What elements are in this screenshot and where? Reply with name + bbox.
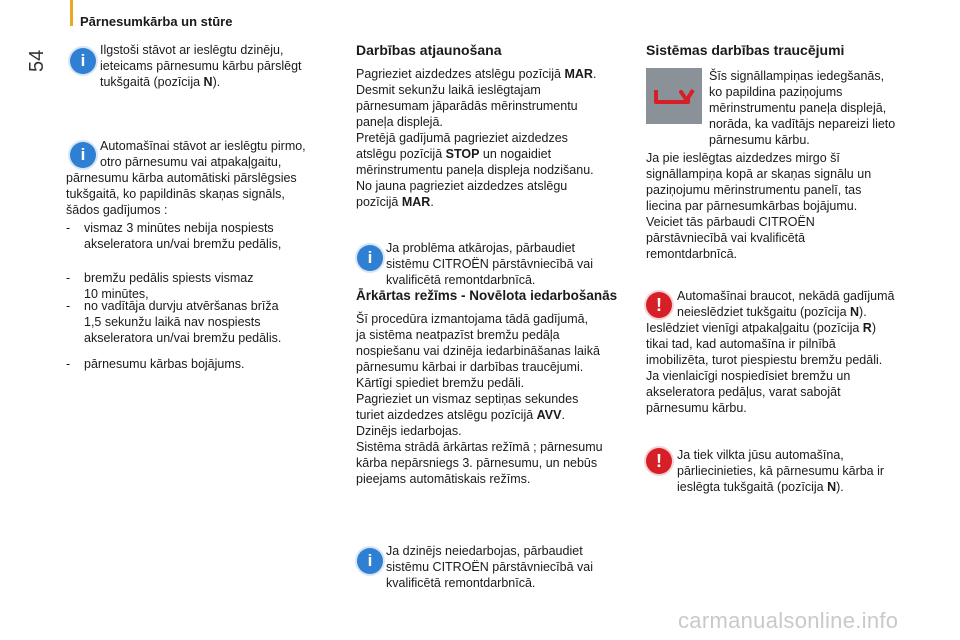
warning-towing: Ja tiek vilkta jūsu automašīna, pārliecinieties, kā pārnesumu kārba ir ieslēgta tukšgaitā (pozīcija N). (677, 448, 885, 494)
gearbox-warning-lamp-icon (646, 68, 702, 124)
note-engine-no-start: Ja dzinējs neiedarbojas, pārbaudiet sistēmu CITROËN pārstāvniecībā vai kvalificētā remontdarbnīcā. (386, 544, 594, 590)
info-icon: i (70, 48, 96, 74)
warning-icon: ! (646, 448, 672, 474)
header-divider (70, 0, 73, 26)
warning-neutral-driving: Automašīnai braucot, nekādā gadījumā neieslēdziet tukšgaitu (pozīcija N). (677, 289, 895, 319)
note-problem-repeats: Ja problēma atkārojas, pārbaudiet sistēmu CITROËN pārstāvniecībā vai kvalificētā remontdarbnīcā. (386, 241, 594, 287)
info-icon: i (357, 245, 383, 271)
note-auto-neutral-cont: pārnesumu kārba automātiski pārslēgsies tukšgaitā, ko papildinās skaņas signāls, šādos gadījumos : (66, 171, 297, 217)
note-auto-neutral: Automašīnai stāvot ar ieslēgtu pirmo, otro pārnesumu vai atpakaļgaitu, (100, 139, 306, 169)
list-item: - pārnesumu kārbas bojājums. (66, 357, 245, 371)
lamp-description: Šīs signāllampiņas iedegšanās, ko papildina paziņojums mērinstrumentu paneļa displejā, norāda, ka vadītājs nepareizi lieto pārnesumu kārbu. (709, 69, 896, 147)
info-icon: i (357, 548, 383, 574)
list-item: - bremžu pedālis spiests vismaz 10 minūtes, (66, 271, 254, 301)
list-item: - no vadītāja durvju atvēršanas brīža 1,5 sekunžu laikā nav nospiests akseleratora un/vai bremžu pedālis. (66, 299, 282, 345)
info-icon: i (70, 142, 96, 168)
section-heading-emergency: Ārkārtas režīms - Novēlota iedarbošanās (356, 288, 618, 303)
warning-icon: ! (646, 292, 672, 318)
watermark: carmanualsonline.info (678, 608, 899, 633)
section-heading-restore: Darbības atjaunošana (356, 42, 502, 58)
section-heading-malfunction: Sistēmas darbības traucējumi (646, 42, 845, 58)
page-number: 54 (26, 49, 48, 72)
restore-paragraph: Pagrieziet aizdedzes atslēgu pozīcijā MAR. Desmit sekunžu laikā ieslēgtajam pārnesumam jāparādās mērinstrumentu paneļa displejā. Pretējā gadījumā pagrieziet aizdedzes atslēgu pozīcijā STOP un nogaidiet mērinstrumentu paneļa displeja nodzišanu. No jauna pagrieziet aizdedzes atslēgu pozīcijā MAR. (356, 67, 597, 209)
list-item: - vismaz 3 minūtes nebija nospiests akseleratora un/vai bremžu pedālis, (66, 221, 282, 251)
emergency-paragraph: Šī procedūra izmantojama tādā gadījumā, ja sistēma neatpazīst bremžu pedāļa nospiešanu vai dzinēja iedarbināšanas laikā pārnesumu kārbai ir darbības traucējumi. Kārtīgi spiediet bremžu pedāli. Pagrieziet un vismaz septiņas sekundes turiet aizdedzes atslēgu pozīcijā AVV. Dzinējs iedarbojas. Sistēma strādā ārkārtas režīmā ; pārnesumu kārba nepārsniegs 3. pārnesumu, un nebūs pieejams automātiskais režīms. (356, 312, 603, 486)
page-title: Pārnesumkārba un stūre (80, 14, 233, 29)
warning-neutral-driving-cont: Ieslēdziet vienīgi atpakaļgaitu (pozīcija R) tikai tad, kad automašīna ir pilnībā imobilizēta, turot piespiestu bremžu pedāli. Ja vienlaicīgi nospiedīsiet bremžu un akseleratora pedāļus, varat sabojāt pārnesumu kārbu. (646, 321, 883, 415)
malfunction-paragraph: Ja pie ieslēgtas aizdedzes mirgo šī signāllampiņa kopā ar skaņas signālu un paziņojumu mērinstrumentu panelī, tas liecina par pārnesumkārbas bojājumu. Veiciet tās pārbaudi CITROËN pārstāvniecībā vai kvalificētā remontdarbnīcā. (646, 151, 872, 261)
note-idle-neutral: Ilgstoši stāvot ar ieslēgtu dzinēju, ieteicams pārnesumu kārbu pārslēgt tukšgaitā (pozīcija N). (100, 43, 302, 89)
gearbox-warning-lamp-icon-glyph (646, 68, 702, 124)
